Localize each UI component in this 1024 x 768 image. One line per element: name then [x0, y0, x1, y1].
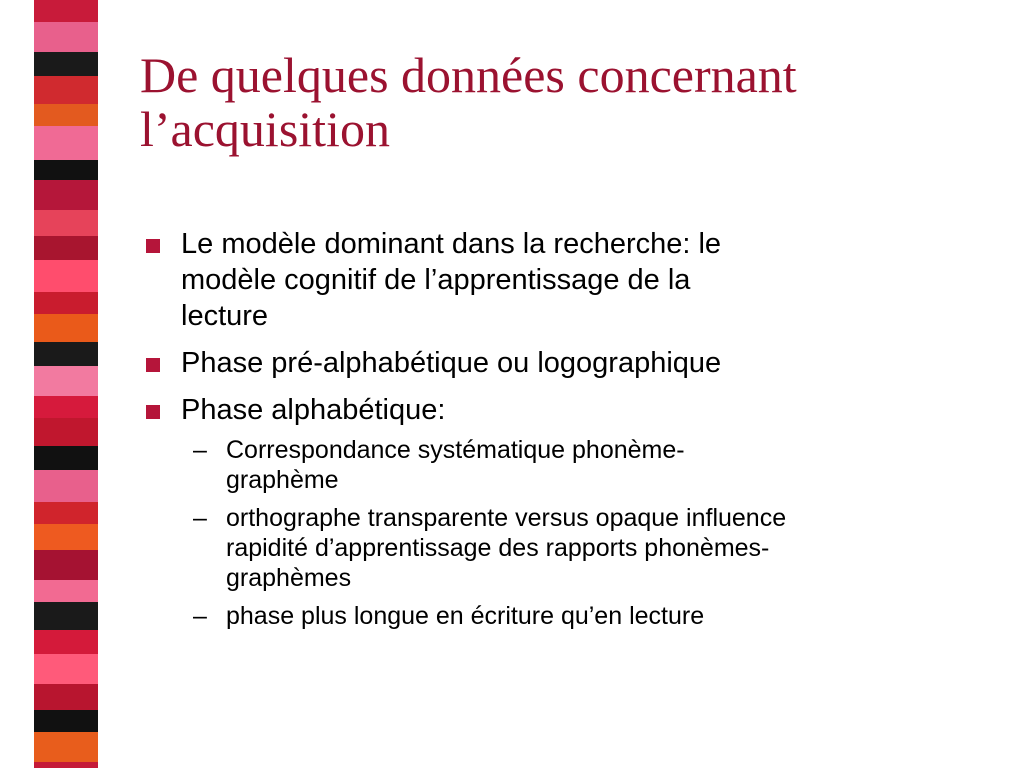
stripe-band [34, 292, 98, 314]
stripe-band [34, 180, 98, 210]
stripe-band [34, 684, 98, 710]
stripe-band [34, 580, 98, 602]
stripe-band [34, 52, 98, 76]
stripe-band [34, 550, 98, 580]
square-bullet-icon [146, 358, 160, 372]
stripe-band [34, 732, 98, 762]
sub-bullet-line: phase plus longue en écriture qu’en lecture [226, 602, 705, 630]
bullet-line: Le modèle dominant dans la recherche: le [181, 228, 722, 260]
title-line: De quelques données concernant [140, 47, 797, 103]
sub-bullet-line: Correspondance systématique phonème- [226, 436, 685, 464]
stripe-band [34, 366, 98, 396]
stripe-band [34, 470, 98, 502]
stripe-band [34, 210, 98, 236]
stripe-band [34, 710, 98, 732]
bullet-text [181, 345, 1004, 381]
stripe-band [34, 160, 98, 180]
stripe-band [34, 0, 98, 22]
bullet-line: lecture [181, 300, 269, 332]
slide-content [144, 226, 1004, 639]
bullet-line: Phase pré-alphabétique ou logographique [181, 347, 722, 379]
stripe-band [34, 342, 98, 366]
dash-bullet-icon: – [193, 504, 207, 532]
sub-bullet-list [144, 435, 1004, 631]
sub-bullet-item [144, 601, 1004, 631]
stripe-band [34, 762, 98, 768]
sub-bullet-item [144, 503, 1004, 593]
bullet-item [144, 226, 1004, 334]
stripe-band [34, 76, 98, 104]
stripe-band [34, 630, 98, 654]
stripe-band [34, 418, 98, 446]
sub-bullet-line: rapidité d’apprentissage des rapports phonèmes- [226, 534, 770, 562]
title-line: l’acquisition [140, 101, 390, 157]
sub-bullet-line: orthographe transparente versus opaque influence [226, 504, 787, 532]
stripe-band [34, 502, 98, 524]
stripe-band [34, 602, 98, 630]
stripe-band [34, 654, 98, 684]
stripe-band [34, 446, 98, 470]
sub-bullet-item [144, 435, 1004, 495]
stripe-band [34, 104, 98, 126]
bullet-item [144, 345, 1004, 381]
stripe-band [34, 22, 98, 52]
sub-bullet-line: graphèmes [226, 564, 352, 592]
sub-bullet-text [226, 503, 1004, 593]
sub-bullet-text [226, 601, 1004, 631]
dash-bullet-icon: – [193, 436, 207, 464]
stripe-band [34, 260, 98, 292]
stripe-band [34, 396, 98, 418]
dash-bullet-icon: – [193, 602, 207, 630]
square-bullet-icon [146, 239, 160, 253]
slide-title [140, 48, 1000, 156]
stripe-band [34, 314, 98, 342]
bullet-line: modèle cognitif de l’apprentissage de la [181, 264, 691, 296]
bullet-line: Phase alphabétique: [181, 394, 446, 426]
decorative-stripe [34, 0, 98, 768]
bullet-text [181, 392, 1004, 428]
sub-bullet-line: graphème [226, 466, 339, 494]
sub-bullet-text [226, 435, 1004, 495]
stripe-band [34, 236, 98, 260]
bullet-text [181, 226, 1004, 334]
stripe-band [34, 126, 98, 160]
bullet-item [144, 392, 1004, 428]
square-bullet-icon [146, 405, 160, 419]
stripe-band [34, 524, 98, 550]
